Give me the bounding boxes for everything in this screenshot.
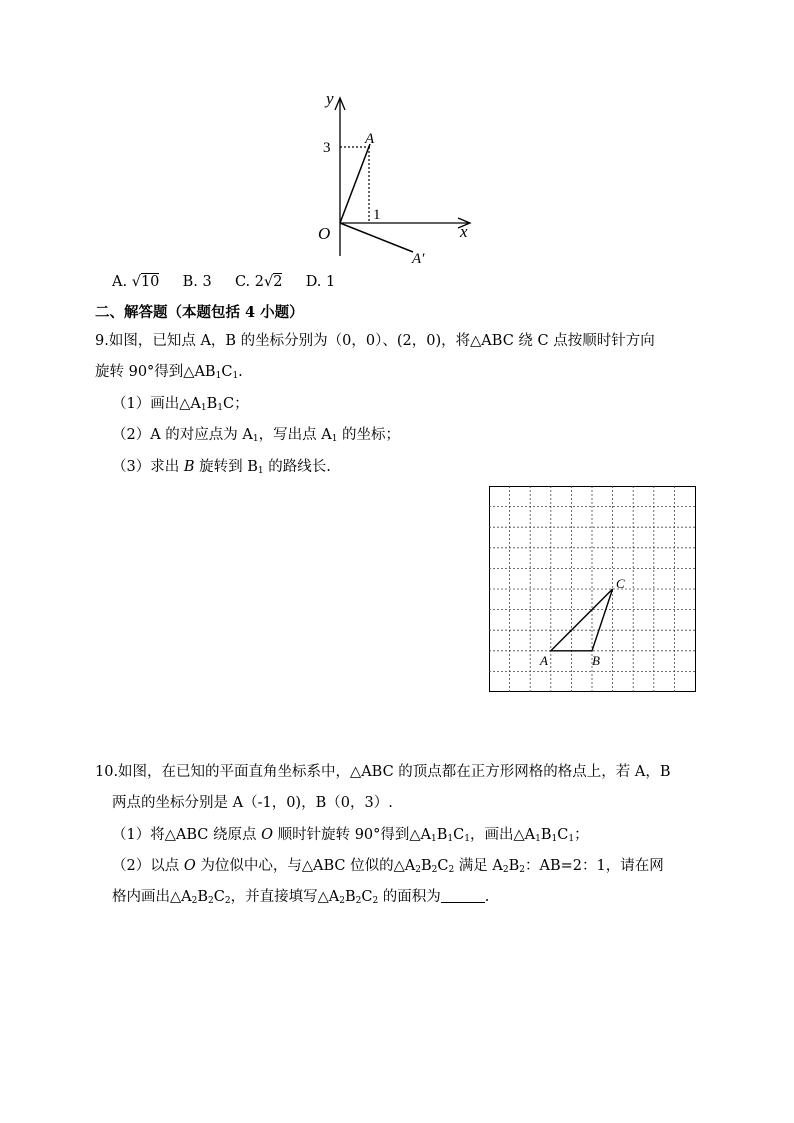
sqrt-symbol-icon: √ [131,274,141,290]
point-a-prime-label: A′ [412,251,425,266]
option-c-radicand: 2 [273,274,283,290]
point-a-label: A [365,131,375,147]
q10-line-2: 两点的坐标分别是 A（-1，0)，B（0，3）. [112,795,393,811]
option-d[interactable]: D. 1 [305,274,336,290]
answer-options [112,272,335,292]
label-a: A [540,653,548,668]
option-c[interactable] [235,273,287,290]
y-axis-label: y [326,89,334,108]
segment-oa-prime [340,223,413,252]
q9-sub-2: （2）A 的对应点为 $A_1$，写出点 $A_1$ 的坐标； [112,427,401,444]
option-a-radicand: 10 [140,274,160,290]
label-b: B [592,653,600,668]
figure-rotation-axes [300,86,490,266]
q10-line-1: 10.如图，在已知的平面直角坐标系中，△ABC 的顶点都在正方形网格的格点上，若 A，B [95,764,671,780]
q9-line-1: 9.如图，已知点 A，B 的坐标分别为（0，0）、(2，0)，将△ABC 绕 C 点按顺时针方向 [95,333,655,349]
q9-sub-3: （3）求出 B 旋转到 $B_1$ 的路线长. [112,459,331,476]
section-heading: 二、解答题（本题包括 4 小题） [95,304,304,321]
option-a-prefix: A. [112,274,132,290]
label-c: C [616,576,625,591]
x-axis-label: x [460,222,468,241]
option-c-prefix: C. 2 [234,274,264,290]
q9-line-2: 旋转 90°得到$\triangle AB_1C_1$. [95,364,243,381]
sqrt-symbol-icon: √ [263,274,274,290]
origin-label: O [318,224,331,243]
area-answer-blank[interactable] [441,888,485,903]
option-b[interactable]: B. 3 [182,274,212,290]
tick-label-3: 3 [323,140,331,156]
option-a[interactable] [112,273,164,290]
q10-sub-2b: 格内画出$\triangle A_2B_2C_2$，并直接填写$\triangle A_2B_2C_2$ 的面积为 . [112,889,490,906]
q10-sub-2: （2）以点 O 为位似中心，与△ABC 位似的$\triangle A_2B_2C_2$ 满足 $A_2B_2$：AB=2：1，请在网 [112,858,664,875]
tick-label-1: 1 [373,207,381,223]
figure-grid-triangle [489,486,697,694]
q10-sub-1: （1）将△ABC 绕原点 O 顺时针旋转 90°得到$\triangle A_1B_1C_1$，画出$\triangle A_1B_1C_1$； [112,827,589,844]
segment-oa [340,144,370,223]
q9-sub-1: （1）画出$\triangle A_1B_1C$； [112,396,249,413]
